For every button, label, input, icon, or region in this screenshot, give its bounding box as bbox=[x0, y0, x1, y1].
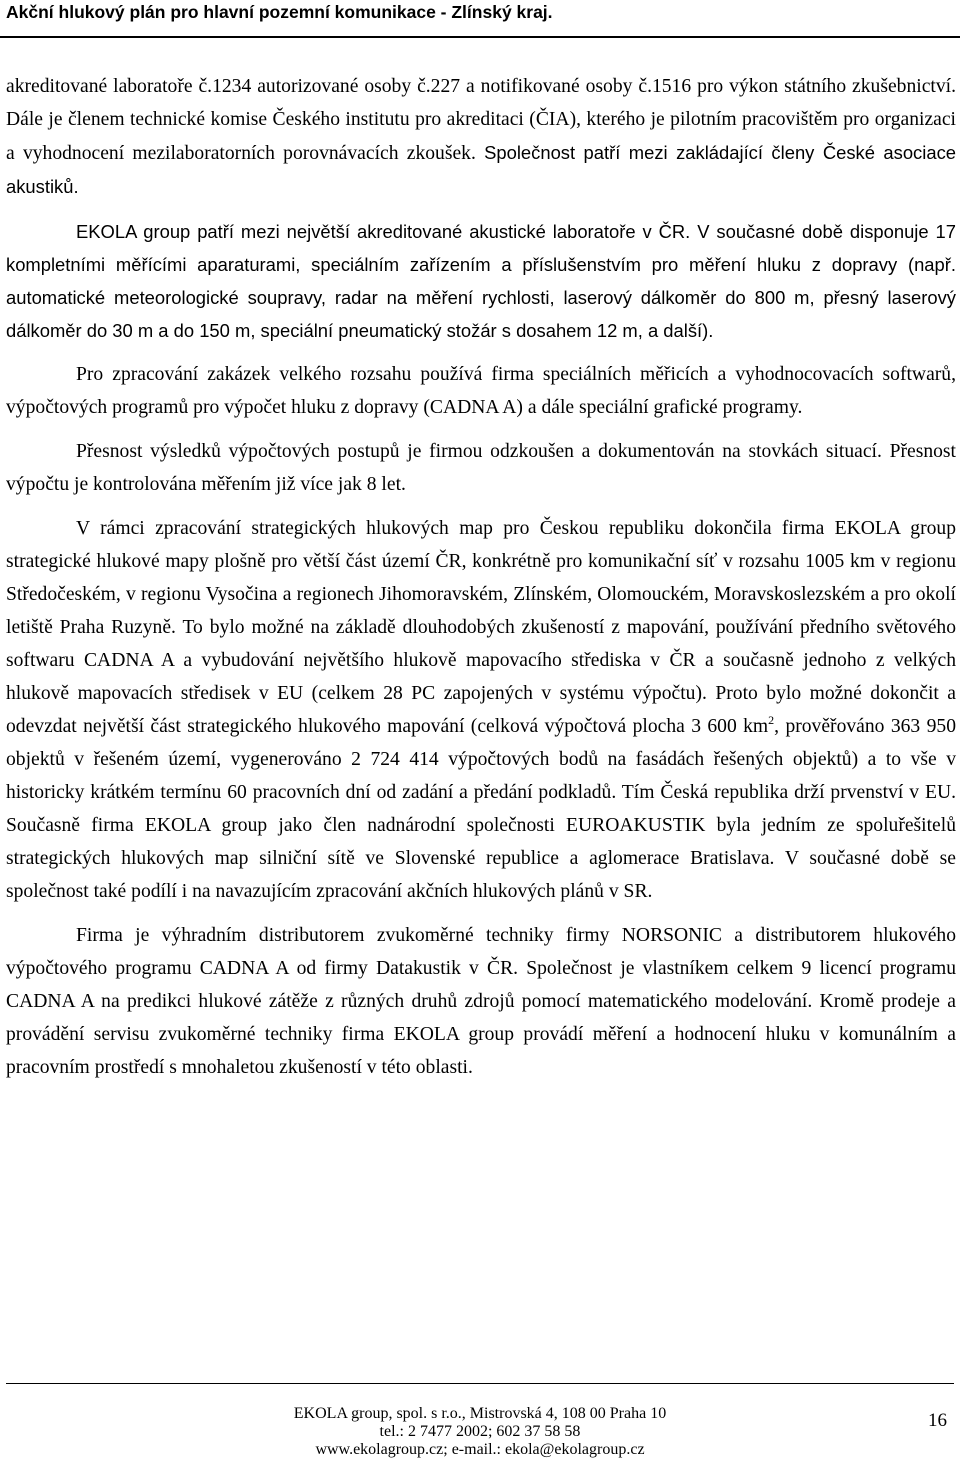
paragraph-noise-maps bbox=[6, 512, 956, 908]
paragraph-text: V rámci zpracování strategických hlukových map pro Českou republiku dokončila firma EKOLA group strategické hlukové mapy plošně pro větší část území ČR, konkrétně pro komunikační síť v rozsahu 1005 km v regionu Středočeském, v regionu Vysočina a regionech Jihomoravském, Zlínském, Olomouckém, Moravskoslezském a pro okolí letiště Praha Ruzyně. To bylo možné na základě dlouhodobých zkušeností z mapování, používání předního světového softwaru CADNA A a vybudování největšího hlukově mapovacího střediska v ČR a současně jednoho z velkých hlukově mapovacích středisek v EU (celkem 28 PC zapojených v systému výpočtu). Proto bylo možné dokončit a odevzdat největší část strategického hlukového mapování (celková výpočtová plocha 3 600 km bbox=[6, 518, 956, 737]
page-header bbox=[0, 0, 960, 42]
footer-divider bbox=[6, 1383, 954, 1384]
page-number: 16 bbox=[928, 1410, 947, 1431]
paragraph-text-sans: EKOLA group patří mezi největší akreditované akustické laboratoře v ČR. V současné době disponuje 17 kompletními měřícími aparaturami, speciálním zařízením a příslušenstvím pro měření hluku z dopravy (např. bbox=[6, 221, 956, 275]
paragraph-accreditation bbox=[6, 70, 956, 204]
document-title: Akční hlukový plán pro hlavní pozemní komunikace - Zlínský kraj. bbox=[6, 2, 553, 22]
superscript: 2 bbox=[768, 713, 775, 728]
header-divider bbox=[0, 36, 960, 38]
page-body bbox=[6, 70, 956, 1084]
paragraph-text: akreditované laboratoře č.1234 autorizované osoby č.227 a notifikované osoby č.1516 pro výkon státního zkušebnictví. Dále je členem technické komise Českého institutu pro akreditaci (ČIA), kterého je pilotním pracovištěm pro organizaci a vyhodnocení mezilaboratorních porovnávacích zkoušek. bbox=[6, 76, 956, 164]
paragraph-text: automatické meteorologické soupravy, radar na měření rychlosti, laserový dálkoměr do 800 m, přesný laserový dálkoměr do 30 m a do 150 m, speciální pneumatický stožár s dosahem 12 m, a další). bbox=[6, 287, 956, 341]
footer-address: EKOLA group, spol. s r.o., Mistrovská 4, 108 00 Praha 10 bbox=[293, 1405, 667, 1422]
paragraph-accuracy: Přesnost výsledků výpočtových postupů je firmou odzkoušen a dokumentován na stovkách situací. Přesnost výpočtu je kontrolována měřením již více jak 8 let. bbox=[6, 441, 956, 495]
paragraph-text: , prověřováno 363 950 objektů v řešeném území, vygenerováno 2 724 414 výpočtových bodů na fasádách řešených objektů) a to vše v historicky krátkém termínu 60 pracovních dní od zadání a předání podkladů. Tím Česká republika drží prvenství v EU. Současně firma EKOLA group jako člen nadnárodní společnosti EUROAKUSTIK byla jedním ze spoluřešitelů strategických hlukových map silniční sítě ve Slovenské republice a aglomerace Bratislava. V současné době se společnost také podílí i na navazujícím zpracování akčních hlukových plánů v SR. bbox=[6, 716, 956, 902]
paragraph-distribution: Firma je výhradním distributorem zvukoměrné techniky firmy NORSONIC a distributorem hlukového výpočtového programu CADNA A od firmy Datakustik v ČR. Společnost je vlastníkem celkem 9 licencí programu CADNA A na predikci hlukové zátěže z různých druhů zdrojů pomocí matematického modelování. Kromě prodeje a provádění servisu zvukoměrné techniky firma EKOLA group provádí měření a hodnocení hluku v komunálním a pracovním prostředí s mnohaletou zkušeností v této oblasti. bbox=[6, 925, 956, 1078]
footer-phone: tel.: 2 7477 2002; 602 37 58 58 bbox=[379, 1423, 581, 1440]
paragraph-software: Pro zpracování zakázek velkého rozsahu používá firma speciálních měřicích a vyhodnocovacích softwarů, výpočtových programů pro výpočet hluku z dopravy (CADNA A) a dále speciální grafické programy. bbox=[6, 364, 956, 418]
paragraph-text-sans: Společnost patří mezi zakládající členy České asociace akustiků. bbox=[6, 142, 956, 197]
paragraph-equipment bbox=[6, 215, 956, 347]
page-footer bbox=[250, 1405, 710, 1459]
footer-web-email: www.ekolagroup.cz; e-mail.: ekola@ekolagroup.cz bbox=[315, 1441, 645, 1458]
